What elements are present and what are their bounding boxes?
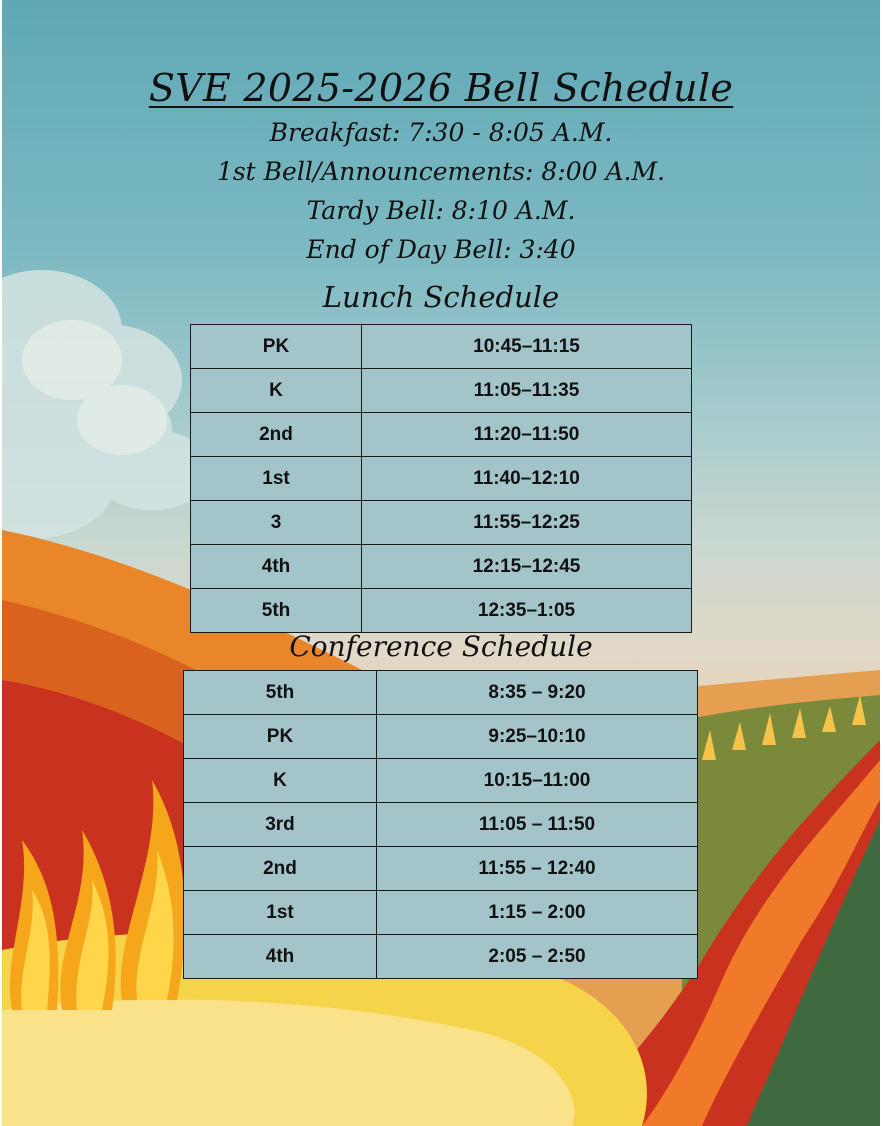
grade-cell: PK: [184, 715, 377, 759]
grade-cell: 3: [191, 501, 362, 545]
table-row: [191, 501, 692, 545]
conference-heading: Conference Schedule: [289, 630, 593, 663]
time-cell: 11:40–12:10: [362, 457, 692, 501]
grade-cell: 1st: [184, 891, 377, 935]
table-row: [184, 891, 698, 935]
time-cell: 12:15–12:45: [362, 545, 692, 589]
grade-cell: PK: [191, 325, 362, 369]
table-row: [184, 715, 698, 759]
table-row: [184, 759, 698, 803]
time-cell: 11:55–12:25: [362, 501, 692, 545]
breakfast-time: Breakfast: 7:30 - 8:05 A.M.: [269, 118, 613, 147]
table-row: [191, 325, 692, 369]
time-cell: 1:15 – 2:00: [377, 891, 698, 935]
grade-cell: 3rd: [184, 803, 377, 847]
table-row: [184, 803, 698, 847]
flyer-page: [2, 0, 880, 1126]
time-cell: 11:05–11:35: [362, 369, 692, 413]
end-of-day-time: End of Day Bell: 3:40: [306, 235, 576, 264]
grade-cell: K: [184, 759, 377, 803]
grade-cell: 2nd: [191, 413, 362, 457]
grade-cell: 5th: [184, 671, 377, 715]
lunch-table: [190, 324, 692, 633]
page-title: SVE 2025-2026 Bell Schedule: [148, 66, 734, 110]
table-row: [184, 671, 698, 715]
grade-cell: 1st: [191, 457, 362, 501]
grade-cell: K: [191, 369, 362, 413]
tardy-bell-time: Tardy Bell: 8:10 A.M.: [306, 196, 576, 225]
time-cell: 12:35–1:05: [362, 589, 692, 633]
time-cell: 2:05 – 2:50: [377, 935, 698, 979]
table-row: [191, 457, 692, 501]
time-cell: 11:55 – 12:40: [377, 847, 698, 891]
grade-cell: 2nd: [184, 847, 377, 891]
lunch-heading: Lunch Schedule: [322, 280, 560, 314]
time-cell: 10:15–11:00: [377, 759, 698, 803]
table-row: [191, 545, 692, 589]
time-cell: 11:05 – 11:50: [377, 803, 698, 847]
table-row: [191, 413, 692, 457]
table-row: [191, 369, 692, 413]
first-bell-time: 1st Bell/Announcements: 8:00 A.M.: [216, 157, 666, 186]
time-cell: 10:45–11:15: [362, 325, 692, 369]
table-row: [184, 847, 698, 891]
grade-cell: 4th: [191, 545, 362, 589]
table-row: [184, 935, 698, 979]
table-row: [191, 589, 692, 633]
time-cell: 9:25–10:10: [377, 715, 698, 759]
grade-cell: 5th: [191, 589, 362, 633]
grade-cell: 4th: [184, 935, 377, 979]
conference-table: [183, 670, 698, 979]
time-cell: 11:20–11:50: [362, 413, 692, 457]
time-cell: 8:35 – 9:20: [377, 671, 698, 715]
